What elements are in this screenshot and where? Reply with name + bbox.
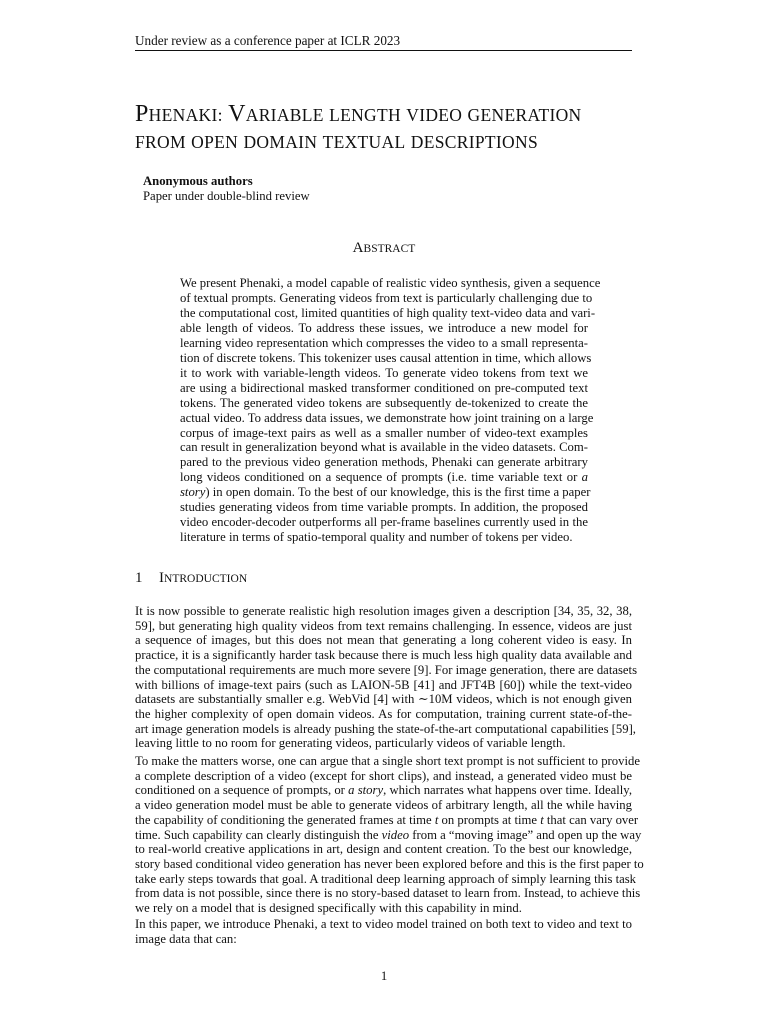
abstract-italic: a xyxy=(581,470,589,485)
abstract-line: can result in generalization beyond what is available in the video datasets. Com- xyxy=(180,440,588,455)
paragraph-text: , which narrates what happens over time. Ideally, xyxy=(383,783,632,798)
abstract-line: literature in terms of spatio-temporal quality and number of tokens per video. xyxy=(180,530,573,545)
paragraph-text: that can vary over xyxy=(546,812,639,827)
paragraph-line: to real-world creative applications in art, design and content creation. To the best our knowledge, xyxy=(135,842,632,857)
abstract-line: able length of videos. To address these issues, we introduce a new model for xyxy=(180,320,588,335)
paragraph-text: from a “moving image” and open up the way xyxy=(412,827,642,842)
abstract-line: tokens. The generated video tokens are subsequently de-tokenized to create the xyxy=(180,395,588,410)
intro-paragraph-2 xyxy=(135,754,644,916)
paragraph-line: To make the matters worse, one can argue that a single short text prompt is not sufficient to provide xyxy=(135,754,640,768)
abstract-line: tion of discrete tokens. This tokenizer uses causal attention in time, which allows xyxy=(180,350,592,365)
paragraph-line: It is now possible to generate realistic high resolution images given a description [34, 35, 32, 38, xyxy=(135,604,632,618)
paper-title xyxy=(135,101,635,156)
paragraph-text: time. Such capability can clearly distinguish the xyxy=(135,827,379,842)
author-names: Anonymous authors xyxy=(143,174,253,188)
paragraph-line: the higher complexity of open domain videos. As for computation, training current state-of-the- xyxy=(135,706,632,721)
section-number: 1 xyxy=(135,570,143,586)
abstract-body xyxy=(180,276,601,545)
paragraph-line: 59], but generating high quality videos from text remains challenging. In essence, videos are just xyxy=(135,618,632,633)
intro-paragraph-1 xyxy=(135,604,638,751)
abstract-italic: story xyxy=(180,485,206,500)
title-line-1: PHENAKI: VARIABLE LENGTH VIDEO GENERATION xyxy=(135,101,582,127)
paragraph-line xyxy=(135,783,632,798)
paragraph-line: practice, it is a significantly harder task because there is much less high quality data available and xyxy=(135,648,632,663)
paragraph-line: a complete description of a video (except for short clips), and instead, a generated video must be xyxy=(135,768,632,783)
abstract-text: long videos conditioned on a sequence of prompts (i.e. time variable text or xyxy=(180,470,578,485)
title-line-2: FROM OPEN DOMAIN TEXTUAL DESCRIPTIONS xyxy=(135,132,538,152)
paragraph-text: on prompts at time xyxy=(441,812,538,827)
paragraph-line: leaving little to no room for generating videos, particularly videos of variable length. xyxy=(135,736,566,751)
abstract-text: ) in open domain. To the best of our knowledge, this is the first time a paper xyxy=(205,485,591,500)
abstract-heading: ABSTRACT xyxy=(352,240,416,256)
paragraph-line xyxy=(135,827,642,843)
paragraph-line: In this paper, we introduce Phenaki, a text to video model trained on both text to video and text to xyxy=(135,917,632,931)
paragraph-line: from data is not possible, since there is no story-based dataset to learn from. Instead, to achieve this xyxy=(135,886,641,901)
running-header: Under review as a conference paper at ICLR 2023 xyxy=(135,33,401,48)
paragraph-line: with billions of image-text pairs (such as LAION-5B [41] and JFT4B [60]) while the text-video xyxy=(135,677,632,692)
abstract-line: are using a bidirectional masked transformer conditioned on pre-computed text xyxy=(180,380,588,395)
paragraph-line: story based conditional video generation has never been explored before and this is the first paper to xyxy=(135,856,644,871)
page-number: 1 xyxy=(380,969,388,983)
abstract-line: it to work with variable-length videos. To generate video tokens from text we xyxy=(180,365,588,380)
paragraph-line: datasets are substantially smaller e.g. WebVid [4] with ∼10M videos, which is not enough given xyxy=(135,692,632,707)
paragraph-line: image data that can: xyxy=(135,931,237,946)
paragraph-italic: a story xyxy=(348,783,384,798)
section-title: INTRODUCTION xyxy=(159,570,248,586)
section-heading xyxy=(135,569,247,588)
abstract-line: learning video representation which compresses the video to a small representa- xyxy=(180,335,588,350)
abstract-line xyxy=(180,485,591,500)
paragraph-line: the computational requirements are much more severe [9]. For image generation, there are datasets xyxy=(135,662,638,677)
math-variable: t xyxy=(434,812,439,827)
math-variable: t xyxy=(540,812,544,827)
author-affiliation: Paper under double-blind review xyxy=(143,189,310,203)
abstract-line: actual video. To address data issues, we demonstrate how joint training on a large xyxy=(180,410,594,425)
abstract-line: studies generating videos from time variable prompts. In addition, the proposed xyxy=(180,500,588,515)
paragraph-text: conditioned on a sequence of prompts, or xyxy=(135,783,345,798)
paragraph-line: art image generation models is already pushing the state-of-the-art computational capabilities [59], xyxy=(135,721,636,736)
abstract-line: of textual prompts. Generating videos from text is particularly challenging due to xyxy=(180,290,593,305)
intro-paragraph-3 xyxy=(135,917,632,946)
paragraph-text: the capability of conditioning the generated frames at time xyxy=(135,812,432,827)
author-block xyxy=(143,174,310,204)
abstract-line xyxy=(180,470,588,485)
abstract-line: pared to the previous video generation methods, Phenaki can generate arbitrary xyxy=(180,455,588,470)
abstract-line: video encoder-decoder outperforms all per-frame baselines currently used in the xyxy=(180,515,588,530)
abstract-line: corpus of image-text pairs as well as a smaller number of video-text examples xyxy=(180,425,588,440)
paragraph-italic: video xyxy=(381,827,410,842)
abstract-line: We present Phenaki, a model capable of realistic video synthesis, given a sequence xyxy=(180,276,601,290)
abstract-line: the computational cost, limited quantities of high quality text-video data and vari- xyxy=(180,305,596,320)
paragraph-line: we rely on a model that is designed specifically with this capability in mind. xyxy=(135,901,522,916)
paragraph-line: take early steps towards that goal. A traditional deep learning approach of simply learning this task xyxy=(135,871,637,886)
paragraph-line xyxy=(135,812,639,828)
paragraph-line: a sequence of images, but this does not mean that generating a long coherent video is easy. In xyxy=(135,633,632,648)
paragraph-line: a video generation model must be able to generate videos of arbitrary length, all the while having xyxy=(135,798,632,813)
header-rule xyxy=(135,50,632,51)
